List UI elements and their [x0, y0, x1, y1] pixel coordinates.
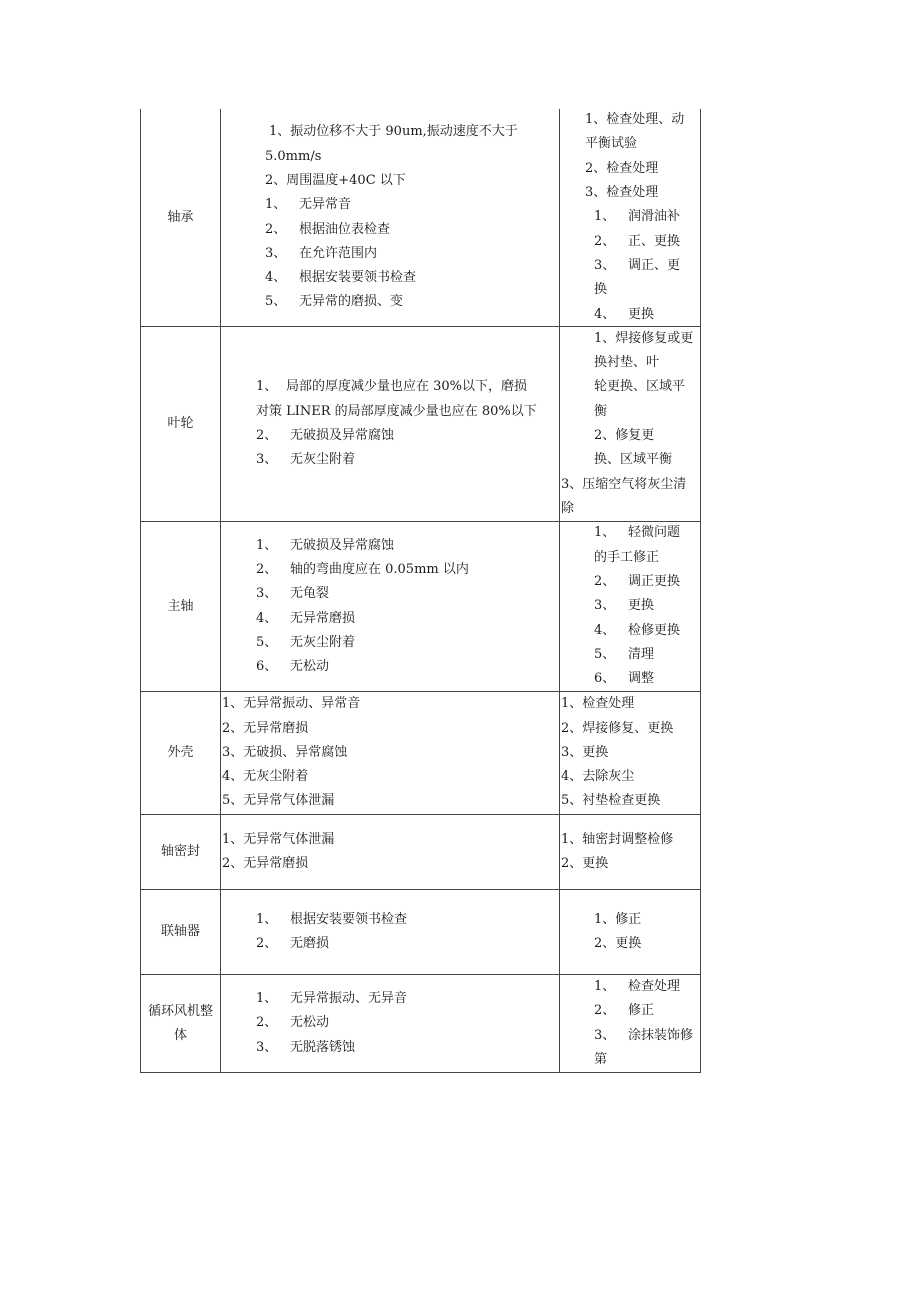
- action-cell: [560, 692, 701, 814]
- action-line: 5、 清理: [594, 646, 655, 662]
- action-line: 3、检查处理: [585, 185, 659, 201]
- action-line: 4、去除灰尘: [561, 769, 635, 785]
- action-line: 3、 涂抹装饰修: [594, 1027, 694, 1043]
- standard-line: 1、振动位移不大于 90um,振动速度不大于: [269, 124, 518, 140]
- table-row: [140, 692, 701, 815]
- action-line: 2、修复更: [594, 428, 655, 443]
- action-cell: [560, 109, 701, 326]
- action-line: 平衡试验: [585, 136, 638, 152]
- inspection-table: [140, 109, 701, 1073]
- standard-line: 1、 无异常振动、无异音: [256, 991, 408, 1007]
- standard-line: 2、 轴的弯曲度应在 0.05mm 以内: [256, 561, 469, 577]
- action-line: 第: [594, 1051, 608, 1067]
- action-line: 1、 检查处理: [594, 978, 681, 994]
- part-name: 轴承: [140, 109, 221, 326]
- action-line: 4、 更换: [594, 306, 655, 322]
- standard-line: 2、 无松动: [256, 1015, 330, 1031]
- action-line: 1、修正: [594, 911, 642, 927]
- action-line: 的手工修正: [594, 549, 660, 565]
- standard-line: 2、无异常磨损: [222, 720, 309, 736]
- action-cell: [560, 522, 701, 691]
- standard-cell: [221, 109, 560, 326]
- standard-line: 2、无异常磨损: [222, 856, 309, 871]
- table-row: [140, 890, 701, 975]
- table-row: [140, 522, 701, 692]
- action-line: 轮更换、区域平: [594, 379, 686, 395]
- standard-cell: [221, 975, 560, 1072]
- standard-line: 1、无异常气体泄漏: [222, 831, 335, 847]
- table-row: [140, 815, 701, 890]
- standard-line: 3、 无脱落锈蚀: [256, 1039, 356, 1055]
- standard-line: 对策 LINER 的局部厚度减少量也应在 80%以下: [256, 403, 537, 419]
- standard-line: 1、无异常振动、异常音: [222, 696, 361, 712]
- part-name: 主轴: [140, 522, 221, 691]
- standard-line: 6、 无松动: [256, 659, 330, 675]
- action-line: 1、焊接修复或更: [594, 330, 694, 346]
- standard-cell: [221, 522, 560, 691]
- action-line: 除: [561, 500, 575, 516]
- standard-cell: [221, 815, 560, 889]
- action-line: 1、检查处理: [561, 696, 635, 712]
- action-line: 4、 检修更换: [594, 622, 681, 638]
- standard-line: 2、 无破损及异常腐蚀: [256, 428, 395, 443]
- action-line: 换、区域平衡: [594, 452, 673, 468]
- standard-line: 4、 根据安装要领书检查: [265, 270, 417, 286]
- action-cell: [560, 890, 701, 974]
- standard-cell: [221, 890, 560, 974]
- action-line: 1、 轻微问题: [594, 525, 681, 541]
- action-line: 3、 更换: [594, 598, 655, 614]
- table-row: [140, 109, 701, 327]
- standard-line: 3、 无龟裂: [256, 586, 330, 602]
- action-line: 2、焊接修复、更换: [561, 720, 674, 736]
- standard-line: 5、 无灰尘附着: [256, 634, 356, 650]
- action-cell: [560, 975, 701, 1072]
- standard-line: 5、无异常气体泄漏: [222, 793, 335, 809]
- action-line: 3、更换: [561, 744, 609, 760]
- standard-line: 5.0mm/s: [265, 148, 322, 164]
- action-line: 衡: [594, 403, 608, 419]
- action-line: 2、更换: [561, 856, 609, 871]
- action-line: 2、更换: [594, 936, 642, 951]
- action-line: 2、检查处理: [585, 160, 659, 176]
- standard-line: 3、 无灰尘附着: [256, 452, 356, 468]
- standard-line: 5、 无异常的磨损、变: [265, 294, 404, 310]
- table-row: [140, 975, 701, 1073]
- action-line: 3、压缩空气将灰尘清: [561, 476, 687, 492]
- action-line: 3、 调正、更: [594, 257, 681, 273]
- part-name: 外壳: [140, 692, 221, 814]
- action-line: 2、 修正: [594, 1003, 655, 1019]
- action-line: 1、检查处理、动: [585, 112, 685, 128]
- action-line: 换: [594, 282, 608, 298]
- part-name: 联轴器: [140, 890, 221, 974]
- action-cell: [560, 327, 701, 521]
- standard-line: 1、 局部的厚度减少量也应在 30%以下，磨损: [256, 379, 528, 395]
- part-name: 叶轮: [140, 327, 221, 521]
- standard-line: 2、 无磨损: [256, 936, 330, 951]
- standard-line: 2、 根据油位表检查: [265, 221, 391, 237]
- standard-line: 1、 根据安装要领书检查: [256, 911, 408, 927]
- standard-line: 4、无灰尘附着: [222, 769, 309, 785]
- standard-line: 1、 无异常音: [265, 197, 352, 213]
- standard-line: 1、 无破损及异常腐蚀: [256, 537, 395, 553]
- part-name: 循环风机整体: [140, 975, 221, 1072]
- action-line: 2、 正、更换: [594, 233, 681, 249]
- action-line: 1、轴密封调整检修: [561, 831, 674, 847]
- standard-line: 3、 在允许范围内: [265, 245, 378, 261]
- standard-line: 3、无破损、异常腐蚀: [222, 744, 348, 760]
- standard-cell: [221, 327, 560, 521]
- action-line: 换衬垫、叶: [594, 355, 660, 371]
- action-cell: [560, 815, 701, 889]
- standard-cell: [221, 692, 560, 814]
- action-line: 5、衬垫检查更换: [561, 793, 661, 809]
- standard-line: 4、 无异常磨损: [256, 610, 356, 626]
- standard-line: 2、周围温度+40C 以下: [265, 172, 406, 188]
- part-name: 轴密封: [140, 815, 221, 889]
- action-line: 2、 调正更换: [594, 574, 681, 590]
- action-line: 6、 调整: [594, 671, 655, 687]
- action-line: 1、 润滑油补: [594, 209, 681, 225]
- table-row: [140, 327, 701, 522]
